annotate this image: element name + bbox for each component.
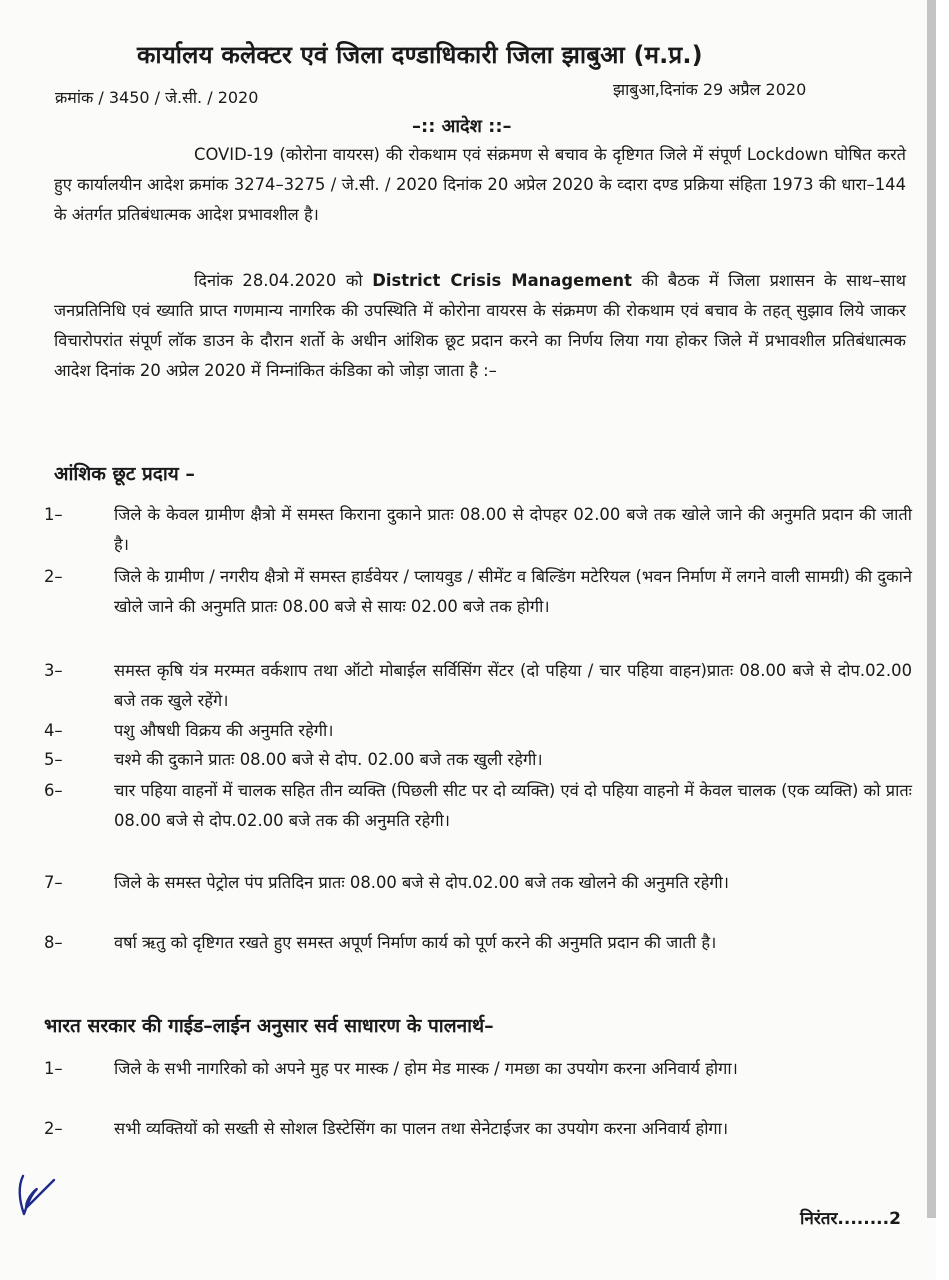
item-number: 1–: [44, 505, 63, 524]
place-date: झाबुआ,दिनांक 29 अप्रैल 2020: [613, 80, 807, 99]
item-text: वर्षा ऋतु को दृष्टिगत रखते हुए समस्त अपूर्ण निर्माण कार्य को पूर्ण करने की अनुमति प्रदान की जाती है।: [114, 933, 717, 952]
item-number: 2–: [44, 567, 63, 586]
list-item: [44, 656, 912, 716]
list-item: [44, 500, 912, 560]
meeting-paragraph-bold: District Crisis Management: [372, 271, 632, 290]
item-text: चश्मे की दुकाने प्रातः 08.00 बजे से दोप. 02.00 बजे तक खुली रहेगी।: [114, 750, 543, 769]
list-item: [44, 868, 912, 898]
item-number: 4–: [44, 721, 63, 740]
item-number: 3–: [44, 661, 63, 680]
list-item: [44, 776, 912, 836]
list-item: [44, 1114, 912, 1144]
item-number: 5–: [44, 750, 63, 769]
meeting-paragraph: [54, 266, 906, 386]
list-item: [44, 716, 912, 746]
continued-page-note: निरंतर........2: [800, 1209, 901, 1229]
item-number: 7–: [44, 873, 63, 892]
section-heading-guidelines: भारत सरकार की गाईड–लाईन अनुसार सर्व साधारण के पालनार्थ–: [44, 1015, 494, 1037]
list-item: [44, 745, 912, 775]
item-text: जिले के केवल ग्रामीण क्षैत्रो में समस्त किराना दुकाने प्रातः 08.00 से दोपहर 02.00 बजे तक खोले जाने की अनुमति प्रदान की जाती है।: [114, 505, 912, 554]
item-number: 2–: [44, 1119, 63, 1138]
item-text: चार पहिया वाहनों में चालक सहित तीन व्यक्ति (पिछली सीट पर दो व्यक्ति) एवं दो पहिया वाहनो में केवल चालक (एक व्यक्ति) को प्रातः 08.00 बजे से दोप.02.00 बजे तक की अनुमति रहेगी।: [114, 781, 912, 830]
list-item: [44, 1054, 912, 1084]
reference-number: क्रमांक / 3450 / जे.सी. / 2020: [55, 88, 259, 107]
list-item: [44, 928, 912, 958]
intro-paragraph-text: COVID-19 (कोरोना वायरस) की रोकथाम एवं संक्रमण से बचाव के दृष्टिगत जिले में संपूर्ण Lockdown घोषित करते हुए कार्यालयीन आदेश क्रमांक 3274–3275 / जे.सी. / 2020 दिनांक 20 अप्रेल 2020 के व्दारा दण्ड प्रक्रिया संहिता 1973 की धारा–144 के अंतर्गत प्रतिबंधात्मक आदेश प्रभावशील है।: [54, 145, 906, 224]
order-heading: –:: आदेश ::–: [412, 116, 512, 137]
handwritten-initial-mark: [14, 1172, 64, 1222]
office-title: कार्यालय कलेक्टर एवं जिला दण्डाधिकारी जिला झाबुआ (म.प्र.): [137, 41, 703, 69]
item-text: पशु औषधी विक्रय की अनुमति रहेगी।: [114, 721, 334, 740]
item-text: समस्त कृषि यंत्र मरम्मत वर्कशाप तथा ऑटो मोबाईल सर्विसिंग सेंटर (दो पहिया / चार पहिया वाहन)प्रातः 08.00 बजे से दोप.02.00 बजे तक खुले रहेंगे।: [114, 661, 912, 710]
item-text: सभी व्यक्तियों को सख्ती से सोशल डिस्टेसिंग का पालन तथा सेनेटाईजर का उपयोग करना अनिवार्य होगा।: [114, 1119, 729, 1138]
item-number: 6–: [44, 781, 63, 800]
meeting-paragraph-before: दिनांक 28.04.2020 को: [194, 271, 373, 290]
item-text: जिले के समस्त पेट्रोल पंप प्रतिदिन प्रातः 08.00 बजे से दोप.02.00 बजे तक खोलने की अनुमति रहेगी।: [114, 873, 729, 892]
page-edge-margin: [936, 0, 949, 1280]
list-item: [44, 562, 912, 622]
intro-paragraph: [54, 140, 906, 230]
page-edge-bar: [927, 0, 936, 1218]
item-number: 8–: [44, 933, 63, 952]
item-text: जिले के ग्रामीण / नगरीय क्षैत्रो में समस्त हार्डवेयर / प्लायवुड / सीमेंट व बिल्डिंग मटेरियल (भवन निर्माण में लगने वाली सामग्री) की दुकाने खोले जाने की अनुमति प्रातः 08.00 बजे से सायः 02.00 बजे तक होगी।: [114, 567, 912, 616]
section-heading-relaxations: आंशिक छूट प्रदाय –: [54, 463, 195, 485]
meeting-paragraph-after: की बैठक में जिला प्रशासन के साथ–साथ जनप्रतिनिधि एवं ख्याति प्राप्त गणमान्य नागरिक की उपस्थिति में कोरोना वायरस के संक्रमण की रोकथाम एवं बचाव के तहत् सुझाव लिये जाकर विचारोपरांत संपूर्ण लॉक डाउन के दौरान शर्तो के अधीन आंशिक छूट प्रदान करने का निर्णय लिया गया होकर जिले में प्रभावशील प्रतिबंधात्मक आदेश दिनांक 20 अप्रेल 2020 में निम्नांकित कंडिका को जोड़ा जाता है :–: [54, 271, 906, 380]
item-text: जिले के सभी नागरिको को अपने मुह पर मास्क / होम मेड मास्क / गमछा का उपयोग करना अनिवार्य होगा।: [114, 1059, 738, 1078]
item-number: 1–: [44, 1059, 63, 1078]
